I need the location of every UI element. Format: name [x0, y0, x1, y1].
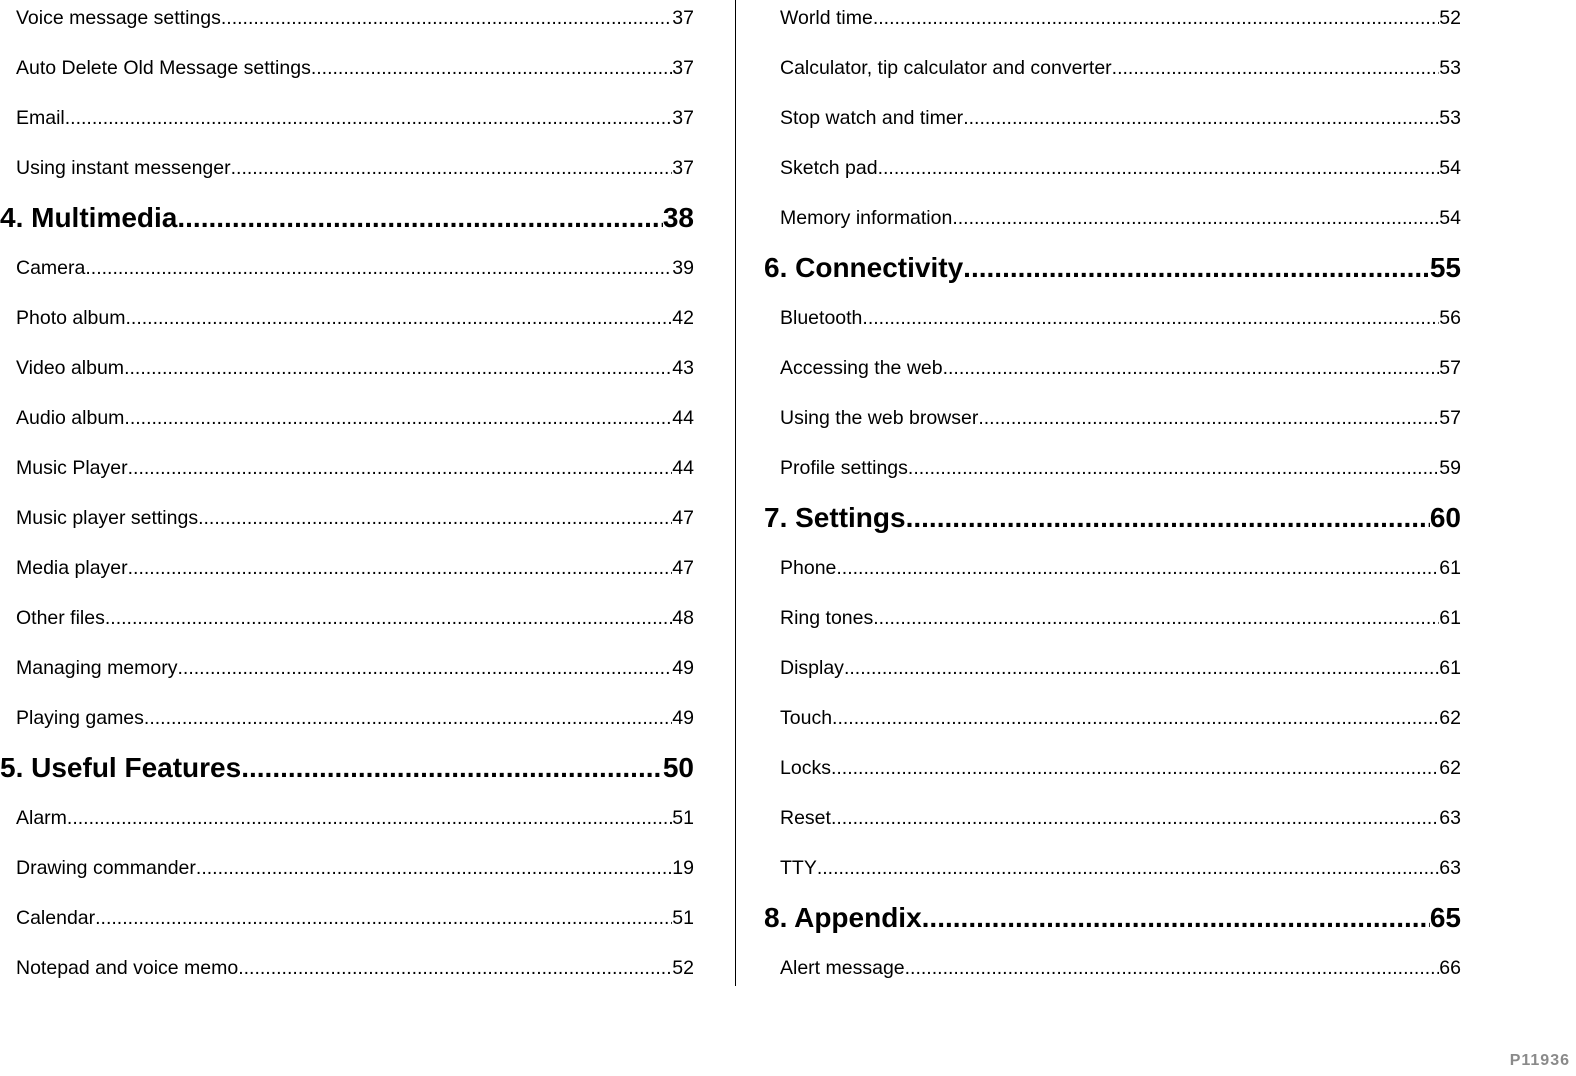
- column-divider: [735, 0, 736, 986]
- toc-entry[interactable]: [764, 150, 1461, 200]
- toc-page-number: 37: [672, 107, 694, 129]
- page-code: P11936: [1509, 1052, 1570, 1069]
- toc-dot-leader: [311, 50, 672, 86]
- toc-title: Other files: [16, 607, 105, 629]
- toc-dot-leader: [95, 900, 672, 936]
- toc-right-column: [764, 0, 1461, 1000]
- toc-entry[interactable]: [764, 300, 1461, 350]
- toc-dot-leader: [85, 250, 672, 286]
- toc-title: 5. Useful Features: [0, 752, 242, 783]
- toc-page-number: 53: [1439, 57, 1461, 79]
- toc-title: Reset: [780, 807, 831, 829]
- toc-dot-leader: [831, 800, 1439, 836]
- toc-page-number: 53: [1439, 107, 1461, 129]
- toc-page-number: 37: [672, 57, 694, 79]
- toc-page-number: 61: [1439, 557, 1461, 579]
- toc-page-number: 39: [672, 257, 694, 279]
- toc-page-number: 52: [672, 957, 694, 979]
- toc-entry[interactable]: [0, 150, 694, 200]
- toc-title: Notepad and voice memo: [16, 957, 239, 979]
- toc-entry[interactable]: [0, 800, 694, 850]
- toc-page-number: 63: [1439, 807, 1461, 829]
- toc-entry[interactable]: [0, 250, 694, 300]
- toc-dot-leader: [844, 650, 1439, 686]
- toc-entry[interactable]: [764, 650, 1461, 700]
- toc-entry[interactable]: [0, 450, 694, 500]
- toc-title: Accessing the web: [780, 357, 943, 379]
- toc-entry[interactable]: [0, 50, 694, 100]
- toc-title: Media player: [16, 557, 128, 579]
- toc-title: Memory information: [780, 207, 953, 229]
- toc-page-number: 57: [1439, 357, 1461, 379]
- toc-title: Alert message: [780, 957, 905, 979]
- toc-dot-leader: [943, 350, 1440, 386]
- toc-entry[interactable]: [764, 0, 1461, 50]
- toc-page-number: 54: [1439, 207, 1461, 229]
- toc-dot-leader: [1112, 50, 1440, 86]
- toc-dot-leader: [105, 600, 672, 636]
- toc-title: Drawing commander: [16, 857, 196, 879]
- toc-dot-leader: [817, 850, 1439, 886]
- toc-title: Video album: [16, 357, 125, 379]
- toc-entry[interactable]: [764, 550, 1461, 600]
- toc-page-number: 47: [672, 507, 694, 529]
- toc-dot-leader: [873, 600, 1439, 636]
- toc-title: Using instant messenger: [16, 157, 231, 179]
- toc-title: Camera: [16, 257, 86, 279]
- toc-page-number: 62: [1439, 757, 1461, 779]
- toc-page-number: 52: [1439, 7, 1461, 29]
- toc-dot-leader: [862, 300, 1439, 336]
- toc-entry[interactable]: [0, 550, 694, 600]
- toc-page-number: 59: [1439, 457, 1461, 479]
- toc-entry[interactable]: [0, 500, 694, 550]
- toc-dot-leader: [196, 850, 672, 886]
- toc-page-number: 44: [672, 407, 694, 429]
- toc-title: Email: [16, 107, 65, 129]
- toc-entry[interactable]: [764, 600, 1461, 650]
- toc-dot-leader: [67, 800, 672, 836]
- toc-title: Audio album: [16, 407, 125, 429]
- toc-dot-leader: [878, 150, 1440, 186]
- toc-title: TTY: [780, 857, 817, 879]
- toc-dot-leader: [144, 700, 672, 736]
- toc-title: Using the web browser: [780, 407, 979, 429]
- toc-dot-leader: [963, 100, 1439, 136]
- toc-page-number: 61: [1439, 657, 1461, 679]
- toc-page-number: 60: [1429, 502, 1461, 533]
- toc-title: 4. Multimedia: [0, 202, 178, 233]
- toc-dot-leader: [952, 200, 1439, 236]
- toc-page-number: 49: [672, 657, 694, 679]
- toc-dot-leader: [241, 750, 663, 786]
- toc-entry[interactable]: [764, 350, 1461, 400]
- toc-chapter-heading[interactable]: [764, 900, 1461, 950]
- toc-title: Managing memory: [16, 657, 178, 679]
- toc-entry[interactable]: [0, 0, 694, 50]
- toc-chapter-heading[interactable]: [764, 500, 1461, 550]
- toc-dot-leader: [905, 950, 1440, 986]
- toc-page-number: 51: [672, 807, 694, 829]
- toc-dot-leader: [65, 100, 673, 136]
- toc-entry[interactable]: [0, 700, 694, 750]
- toc-entry[interactable]: [0, 850, 694, 900]
- toc-dot-leader: [126, 300, 673, 336]
- toc-title: Music player settings: [16, 507, 199, 529]
- toc-title: Voice message settings: [16, 7, 221, 29]
- toc-entry[interactable]: [764, 50, 1461, 100]
- toc-title: Display: [780, 657, 844, 679]
- toc-entry[interactable]: [0, 350, 694, 400]
- toc-title: Stop watch and timer: [780, 107, 964, 129]
- toc-title: 8. Appendix: [764, 902, 922, 933]
- toc-title: Bluetooth: [780, 307, 863, 329]
- toc-page-number: 43: [672, 357, 694, 379]
- toc-page-number: 55: [1429, 252, 1461, 283]
- toc-title: Playing games: [16, 707, 144, 729]
- toc-title: Profile settings: [780, 457, 908, 479]
- toc-entry[interactable]: [764, 800, 1461, 850]
- toc-page-number: 48: [672, 607, 694, 629]
- toc-entry[interactable]: [764, 450, 1461, 500]
- toc-page-number: 38: [662, 202, 694, 233]
- toc-page-number: 61: [1439, 607, 1461, 629]
- toc-page-number: 63: [1439, 857, 1461, 879]
- toc-title: Calculator, tip calculator and converter: [780, 57, 1112, 79]
- toc-page-number: 56: [1439, 307, 1461, 329]
- toc-chapter-heading[interactable]: [764, 250, 1461, 300]
- toc-entry[interactable]: [764, 700, 1461, 750]
- toc-page-number: 49: [672, 707, 694, 729]
- toc-page-number: 65: [1429, 902, 1461, 933]
- toc-dot-leader: [177, 200, 662, 236]
- toc-dot-leader: [177, 650, 672, 686]
- toc-title: Sketch pad: [780, 157, 878, 179]
- toc-title: World time: [780, 7, 873, 29]
- toc-dot-leader: [906, 500, 1430, 536]
- toc-dot-leader: [128, 450, 673, 486]
- toc-entry[interactable]: [764, 850, 1461, 900]
- toc-title: Photo album: [16, 307, 126, 329]
- toc-title: Touch: [780, 707, 833, 729]
- toc-page-number: 54: [1439, 157, 1461, 179]
- toc-dot-leader: [124, 350, 672, 386]
- toc-chapter-heading[interactable]: [0, 750, 694, 800]
- toc-title: Auto Delete Old Message settings: [16, 57, 311, 79]
- toc-page-number: 62: [1439, 707, 1461, 729]
- toc-entry[interactable]: [0, 900, 694, 950]
- toc-page-number: 42: [672, 307, 694, 329]
- toc-page-number: 51: [672, 907, 694, 929]
- toc-entry[interactable]: [0, 100, 694, 150]
- toc-title: Music Player: [16, 457, 128, 479]
- toc-chapter-heading[interactable]: [0, 200, 694, 250]
- toc-entry[interactable]: [0, 650, 694, 700]
- toc-dot-leader: [124, 400, 672, 436]
- toc-entry[interactable]: [0, 400, 694, 450]
- toc-dot-leader: [231, 150, 673, 186]
- toc-title: Phone: [780, 557, 837, 579]
- toc-title: Ring tones: [780, 607, 874, 629]
- toc-dot-leader: [221, 0, 672, 36]
- toc-page-number: 37: [672, 157, 694, 179]
- toc-page-number: 57: [1439, 407, 1461, 429]
- toc-dot-leader: [963, 250, 1430, 286]
- toc-dot-leader: [873, 0, 1439, 36]
- toc-entry[interactable]: [764, 950, 1461, 1000]
- toc-dot-leader: [908, 450, 1439, 486]
- toc-title: 7. Settings: [764, 502, 906, 533]
- toc-page-number: 66: [1439, 957, 1461, 979]
- toc-entry[interactable]: [764, 100, 1461, 150]
- toc-entry[interactable]: [764, 400, 1461, 450]
- toc-entry[interactable]: [0, 950, 694, 1000]
- toc-dot-leader: [978, 400, 1439, 436]
- toc-dot-leader: [836, 550, 1439, 586]
- toc-page-number: 37: [672, 7, 694, 29]
- toc-dot-leader: [922, 900, 1430, 936]
- toc-title: Alarm: [16, 807, 67, 829]
- toc-title: 6. Connectivity: [764, 252, 964, 283]
- toc-page-number: 50: [662, 752, 694, 783]
- toc-entry[interactable]: [0, 300, 694, 350]
- toc-page-number: 47: [672, 557, 694, 579]
- toc-left-column: [0, 0, 694, 1000]
- toc-entry[interactable]: [764, 200, 1461, 250]
- toc-page-number: 19: [672, 857, 694, 879]
- toc-dot-leader: [238, 950, 672, 986]
- toc-dot-leader: [831, 750, 1439, 786]
- toc-dot-leader: [832, 700, 1439, 736]
- toc-entry[interactable]: [0, 600, 694, 650]
- toc-page-number: 44: [672, 457, 694, 479]
- toc-title: Locks: [780, 757, 831, 779]
- toc-entry[interactable]: [764, 750, 1461, 800]
- toc-dot-leader: [128, 550, 673, 586]
- toc-title: Calendar: [16, 907, 96, 929]
- toc-dot-leader: [198, 500, 672, 536]
